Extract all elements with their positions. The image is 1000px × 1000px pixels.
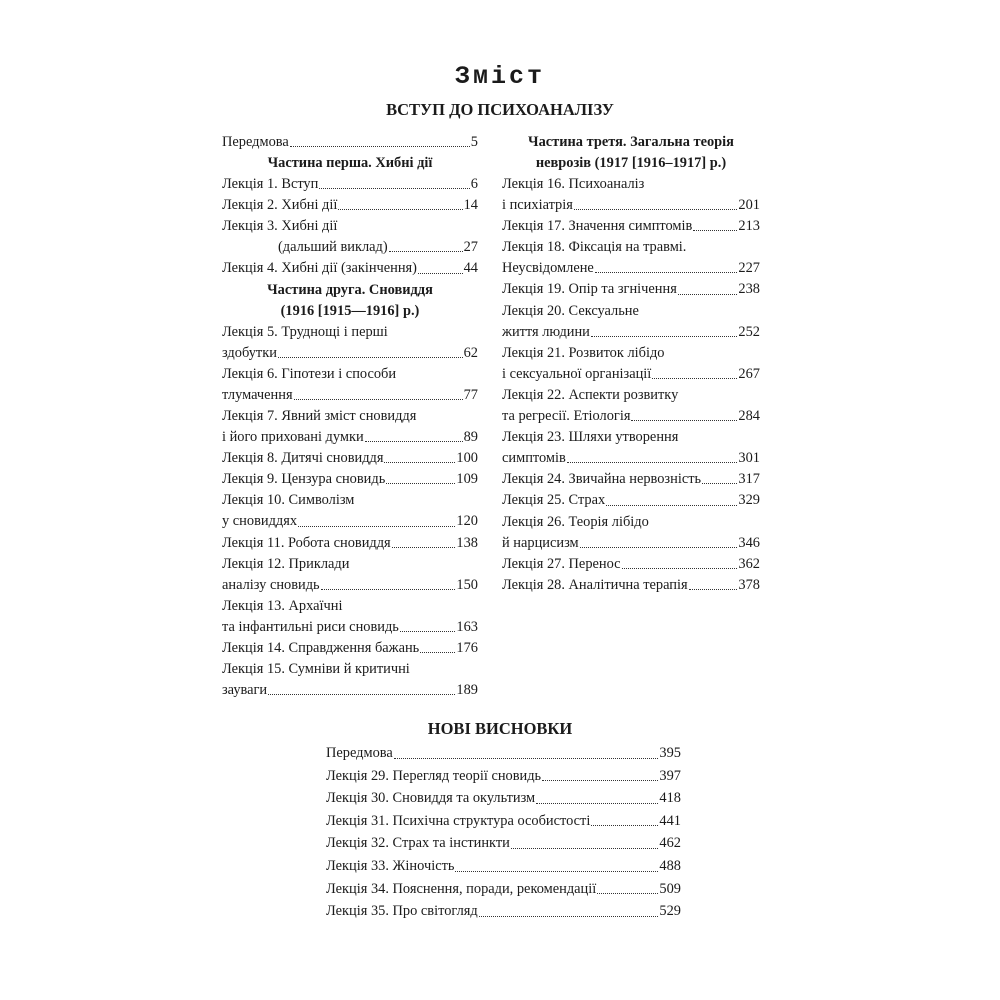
page-number: 44 [463,260,478,277]
toc-entry-line[interactable]: Лекція 23. Шляхи утворення [502,429,679,446]
toc-entry[interactable]: Лекція 2. Хибні дії 14 [222,195,478,216]
toc-entry[interactable]: Лекція 14. Справдження бажань 176 [222,638,478,659]
page-number: 120 [456,513,478,530]
toc-entry[interactable]: Лекція 24. Звичайна нервозність 317 [502,469,760,490]
toc-entry[interactable]: Лекція 27. Перенос 362 [502,554,760,575]
toc-entry[interactable]: Лекція 32. Страх та інстинкти 462 [326,832,681,855]
toc-entry-line[interactable]: Лекція 5. Труднощі і перші [222,323,388,340]
page-number: 14 [463,197,478,214]
page-number: 227 [738,260,760,277]
toc-entry[interactable]: і сексуальної організації 267 [502,364,760,385]
page-number: 252 [738,323,760,340]
toc-entry[interactable]: Лекція 31. Психічна структура особистості 441 [326,810,681,833]
page-number: 346 [738,534,760,551]
page-number: 176 [456,639,478,656]
toc-entry[interactable]: Неусвідомлене 227 [502,258,760,279]
toc-entry-line[interactable]: Лекція 13. Архаїчні [222,597,343,614]
toc-entry-line[interactable]: Лекція 20. Сексуальне [502,302,639,319]
page-number: 378 [738,576,760,593]
toc-entry[interactable]: здобутки 62 [222,343,478,364]
toc-entry[interactable]: симптомів 301 [502,448,760,469]
toc-entry[interactable]: аналізу сновидь 150 [222,575,478,596]
toc-entry[interactable]: й нарцисизм 346 [502,533,760,554]
page-number: 317 [738,471,760,488]
page-number: 529 [659,903,681,920]
toc-entry[interactable]: Лекція 1. Вступ 6 [222,174,478,195]
page-number: 189 [456,682,478,699]
page-title: Зміст [454,62,545,91]
toc-entry[interactable]: і психіатрія 201 [502,195,760,216]
toc-entry-line[interactable]: Лекція 3. Хибні дії [222,218,338,235]
toc-entry-line[interactable]: Лекція 26. Теорія лібідо [502,513,649,530]
section-title-intro: ВСТУП ДО ПСИХОАНАЛІЗУ [386,100,614,119]
toc-bottom-column [326,742,681,923]
toc-entry[interactable]: Лекція 4. Хибні дії (закінчення) 44 [222,258,478,279]
page-number: 62 [463,344,478,361]
page-number: 238 [738,281,760,298]
page-number: 418 [659,790,681,807]
toc-entry[interactable]: Лекція 29. Перегляд теорії сновидь 397 [326,765,681,788]
toc-entry[interactable]: Лекція 17. Значення симптомів 213 [502,216,760,237]
toc-entry[interactable]: Лекція 8. Дитячі сновиддя 100 [222,448,478,469]
toc-entry-line[interactable]: Лекція 22. Аспекти розвитку [502,386,679,403]
toc-entry-line[interactable]: Лекція 12. Приклади [222,555,350,572]
page-number: 109 [456,471,478,488]
toc-entry-line[interactable]: Лекція 10. Символізм [222,492,355,509]
toc-entry[interactable]: Лекція 25. Страх 329 [502,490,760,511]
toc-entry[interactable]: Передмова 5 [222,132,478,153]
page-number: 6 [470,176,478,193]
toc-entry[interactable]: Лекція 11. Робота сновиддя 138 [222,533,478,554]
toc-entry[interactable]: Лекція 19. Опір та згнічення 238 [502,279,760,300]
toc-entry-line[interactable]: Лекція 18. Фіксація на травмі. [502,239,687,256]
page-number: 27 [463,239,478,256]
page-number: 509 [659,880,681,897]
toc-right-column [502,132,760,596]
page-number: 213 [738,218,760,235]
toc-entry[interactable]: Передмова 395 [326,742,681,765]
toc-entry[interactable]: Лекція 35. Про світогляд 529 [326,900,681,923]
page-number: 138 [456,534,478,551]
part-heading-dates: (1916 [1915—1916] р.) [280,302,420,319]
page-number: 267 [738,365,760,382]
toc-entry[interactable]: та інфантильні риси сновидь 163 [222,617,478,638]
page-number: 462 [659,835,681,852]
page-number: 201 [738,197,760,214]
part-heading: Частина друга. Сновиддя [267,281,433,298]
page-number: 89 [463,429,478,446]
toc-entry[interactable]: та регресії. Етіологія 284 [502,406,760,427]
part-heading: Частина перша. Хибні дії [267,155,433,172]
toc-entry[interactable]: тлумачення 77 [222,385,478,406]
page-number: 441 [659,812,681,829]
toc-entry[interactable]: Лекція 28. Аналітична терапія 378 [502,575,760,596]
page-number: 362 [738,555,760,572]
page-number: 5 [470,134,478,150]
toc-entry[interactable]: Лекція 33. Жіночість 488 [326,855,681,878]
page-number: 284 [738,408,760,425]
toc-entry-line[interactable]: Лекція 21. Розвиток лібідо [502,344,665,361]
toc-left-column [222,132,478,701]
page-number: 100 [456,450,478,467]
section-title-new-conclusions: НОВІ ВИСНОВКИ [427,719,573,738]
toc-entry[interactable]: (дальший виклад) 27 [222,237,478,258]
toc-entry-line[interactable]: Лекція 7. Явний зміст сновиддя [222,407,417,424]
toc-entry-line[interactable]: Лекція 16. Психоаналіз [502,176,645,192]
toc-entry[interactable]: життя людини 252 [502,322,760,343]
page-number: 395 [659,745,681,761]
part-heading-dates: неврозів (1917 [1916–1917] р.) [535,155,727,171]
toc-entry[interactable]: у сновиддях 120 [222,511,478,532]
toc-entry[interactable]: Лекція 30. Сновиддя та окультизм 418 [326,787,681,810]
toc-entry[interactable]: Лекція 9. Цензура сновидь 109 [222,469,478,490]
toc-entry[interactable]: зауваги 189 [222,680,478,701]
page-number: 77 [463,386,478,403]
page-number: 397 [659,767,681,784]
page-number: 329 [738,492,760,509]
page-number: 301 [738,450,760,467]
page-number: 163 [456,618,478,635]
toc-entry-line[interactable]: Лекція 6. Гіпотези і способи [222,365,397,382]
part-heading: Частина третя. Загальна теорія [528,134,734,150]
toc-entry[interactable]: Лекція 34. Пояснення, поради, рекомендації 509 [326,878,681,901]
page-number: 488 [659,857,681,874]
toc-entry-line[interactable]: Лекція 15. Сумніви й критичні [222,661,410,678]
page-number: 150 [456,576,478,593]
toc-entry[interactable]: і його приховані думки 89 [222,427,478,448]
